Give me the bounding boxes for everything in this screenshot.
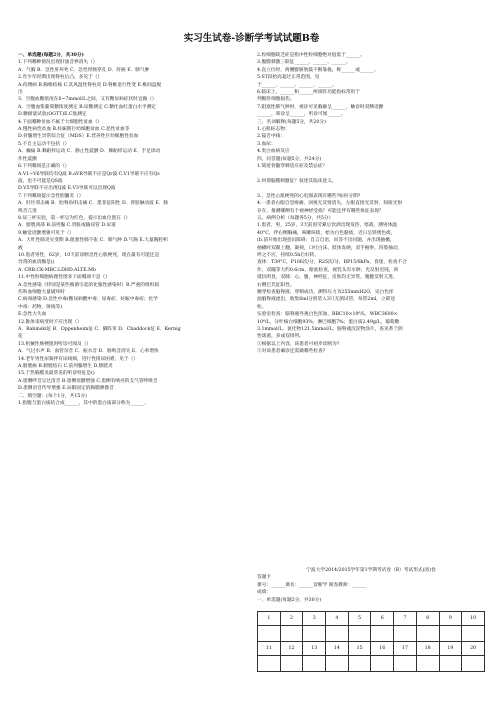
answer-sheet-section: 一、单选题(每题2分，共30分) — [257, 597, 322, 603]
text-line: 作性震颤 — [18, 156, 37, 162]
answer-input-cell[interactable] — [303, 656, 326, 672]
answer-number-cell: 12 — [280, 642, 303, 656]
text-line: 3．空腹血糖浓度在6~7mmol/L之间，又有糖尿病症状时宜做（） — [18, 97, 157, 103]
text-line: 中毒：药物、射线等) — [18, 304, 63, 310]
answer-number-cell: 14 — [326, 642, 349, 656]
text-line: 5.ST段抬高超过正常范围，见 — [257, 75, 320, 81]
text-line: 于______、______、______、______。 — [257, 82, 337, 88]
answer-number-cell: 11 — [258, 642, 281, 656]
text-line: 4.一患者右眼自觉疼痛、闭视无反射消失，左眼直接光反射、间接光射 — [257, 201, 403, 207]
text-line: 作，双瞳等大约0.6cm，眼底检查，视乳头有水肿，光反射迟钝，颈 — [257, 267, 399, 273]
text-line: 11.中性粒细胞病理性增多下面哪项不是（） — [18, 275, 110, 281]
text-line: 2.粒细胞缺乏症是指中性粒细胞绝对值低于______。 — [257, 53, 365, 58]
text-line: 8.尿三杯实验，第一杯呈为红色，提示出血位置在（） — [18, 215, 131, 221]
text-line: A．气过水声 B．血管杂音 C．振水音 D．肠鸣音消失 E．心率增快 — [18, 349, 159, 355]
text-line: D.V5导联不应出现Q波 E.V3导联可以出现Q波 — [18, 186, 116, 192]
answer-input-cell[interactable] — [258, 656, 281, 672]
text-line: 40°C，伴右侧胸痛，咳嗽咳痰，始为白色黏痰，近日呈铁锈色痰， — [257, 230, 396, 236]
text-line: 10⁶/L，分叶核白细胞93%，淋巴细胞7%；蛋白质2.49g/L，葡萄糖 — [257, 319, 400, 325]
answer-number-cell: 18 — [416, 642, 439, 656]
text-line: C.病毒感染 D.急性中毒(糖尿病酸中毒、尿毒症、妊娠中毒症；化学 — [18, 297, 158, 303]
text-line: 6.临床上，______和______两项肝功能指标常用于 — [257, 90, 360, 96]
answer-input-cell[interactable] — [439, 656, 462, 672]
answer-input-cell[interactable] — [371, 626, 394, 642]
answer-input-cell[interactable] — [394, 656, 417, 672]
answer-input-cell[interactable] — [303, 626, 326, 642]
text-line: 实验室检查：脑脊液外观白色浑浊，RBC10×10⁶/L，WBC3600× — [257, 312, 398, 318]
answer-input-cell[interactable] — [258, 626, 281, 642]
answer-sheet-score: 成绩： — [257, 590, 272, 596]
text-line: 抵抗明显，双肺：心，腹，神经征，皮肤均无异常，腹腱反射亢进， — [257, 275, 398, 281]
text-line: 伤和血细胞大量破坏时 — [18, 290, 65, 295]
answer-number-cell: 15 — [348, 642, 371, 656]
text-line: ①根据以上内容，该患者可初步诊断为? — [257, 341, 340, 347]
text-line: D.糖耐量试验(OGTT)E.C肽测定 — [18, 112, 87, 118]
answer-sheet — [257, 567, 485, 672]
text-line: A.慢性病性贫血 B.妊娠期巨幼细胞贫血 C.恶性贫血等 — [18, 127, 130, 133]
answer-input-cell[interactable] — [462, 626, 485, 642]
answer-number-row — [258, 642, 485, 656]
text-line: 14.老年男性尿频伴有尿线细，进行性排尿困难，见于（） — [18, 356, 138, 362]
left-column — [18, 52, 241, 408]
text-line: D.骨髓增生异常综合征（MDS）E.营养性巨幼细胞性贫血 — [18, 134, 139, 140]
section-heading: 一、单选题(每题2分，共30分) — [18, 53, 84, 58]
answer-input-cell[interactable] — [280, 626, 303, 642]
text-line: 4.下面哪种贫血不属于大细胞性贫血（） — [18, 119, 103, 125]
text-line: 13.机械性肠梗阻时听诊可闻及（） — [18, 341, 92, 347]
answer-number-cell: 10 — [462, 612, 485, 626]
text-line: 呼之不应，持续0.5h后好转。 — [257, 252, 320, 258]
answer-number-row — [258, 612, 485, 626]
answer-number-cell: 6 — [371, 612, 394, 626]
text-line: 6.下列哪项是正确的（） — [18, 164, 70, 170]
text-line: 判断肝细胞损伤。 — [257, 97, 295, 103]
text-line: A.患侧呼音呈过清音 B.患侧语颤增强 C.患侧有响亮的支气管呼吸音 — [18, 378, 158, 384]
text-line: 液 — [18, 245, 23, 251]
text-line — [257, 185, 485, 192]
text-line: 1.心肌标志物： — [257, 127, 290, 133]
text-line: 12.锥体束病变时不应出现（） — [18, 319, 82, 325]
text-line: (b.前开始出现意识障碍；自言自语，问答不出问题，并出现抽搐， — [257, 238, 395, 244]
text-line: D.患侧语音传导增强 E.局限固定的胸膜摩擦音 — [18, 386, 114, 392]
text-line: A. CRB.CK-MBC.LDHD.ALTE.Mb — [18, 267, 96, 273]
answer-input-cell[interactable] — [326, 626, 349, 642]
text-line: 右侧巴氏征阳性。 — [257, 282, 295, 288]
text-line: 3.、急性心肌梗死的心电图表现有哪些?如何分期? — [257, 193, 361, 199]
answer-input-cell[interactable] — [416, 656, 439, 672]
text-line: 1.下列哪种情况出现肝浊音界消失（） — [18, 60, 98, 66]
text-line: A.膀胱癌 B.膀胱结石 C.前列腺增生 D.膀胱炎 — [18, 364, 113, 370]
text-line: A．肝区叩击痛 B．肋脊角叩击痛 C．墨菲征阳性 D．肾脏触动波 E．肠 — [18, 201, 169, 207]
answer-input-cell[interactable] — [371, 656, 394, 672]
answer-input-cell[interactable] — [348, 656, 371, 672]
answer-number-cell: 19 — [439, 642, 462, 656]
answer-number-cell: 13 — [303, 642, 326, 656]
right-column — [257, 52, 485, 356]
answer-number-cell: 1 — [258, 612, 281, 626]
text-line: 抽搐时双眼上翻，凝视，口吐白沫，肢体发硬，双手握拳，四肢抽动， — [257, 245, 403, 251]
text-line: 性球菌，多成双排列。 — [257, 334, 304, 340]
text-line: 出 — [18, 90, 23, 96]
answer-number-cell: 16 — [371, 642, 394, 656]
text-line: 浊脑脊液流出，收集6ml分别装入3只无菌试管，每管2ml，立即送 — [257, 297, 396, 303]
text-line: 2.何谓脑膜刺激征？叙述其临床意义。 — [257, 178, 337, 184]
answer-blank-row — [258, 626, 485, 642]
answer-input-cell[interactable] — [462, 656, 485, 672]
text-line: 波，也不可能是QS波 — [18, 178, 63, 184]
text-line — [257, 171, 485, 178]
answer-input-cell[interactable] — [416, 626, 439, 642]
text-line: 二、填空题：(每个1分，共15分) — [18, 393, 87, 399]
text-line: ②对该患者确诊还需做哪些检查? — [257, 349, 326, 355]
answer-number-cell: 20 — [462, 642, 485, 656]
text-line: A．癫痫 B.舞蹈样运动 C．静止性震颤 D．舞蹈样运动 E．手足徐动 — [18, 149, 161, 155]
text-line: A．空腹血浆葡萄糖浓度测定 B.尿糖测定 C.糖化血红蛋白水平测定 — [18, 104, 157, 110]
text-line: ______，叩诊呈______，听诊可闻______。 — [257, 112, 347, 118]
text-line: 检。 — [257, 304, 267, 310]
text-line: 3.腹膜刺激三联征______、______、______。 — [257, 60, 351, 66]
text-line: 1.指腹与蛋白质结合成______，其中的蛋白质部分称为______， — [18, 401, 150, 407]
text-line: 7.下列哪项提示急性胆囊炎（） — [18, 193, 84, 199]
text-line: A.急性感染（特别是某些细菌引起的化脓性感染时）B.严重的组织损 — [18, 282, 160, 288]
answer-sheet-header: 宁波大学2014/2015学年第1学期考试卷（B）考试形式(闭)卷 — [306, 568, 436, 573]
text-line: 1.患者，男，25岁，3天前因劳累后饮酒出现发热，寒战，测男体温 — [257, 223, 397, 229]
page-title: 实习生试卷-诊断学考试试题B卷 — [183, 33, 320, 44]
text-line: 查体：T39°C，P106次/分，R25次/分，BP15/8kPa，昏迷，检查不合 — [257, 260, 407, 266]
text-line: 15.于热胸膜炎最常见的听诊特征是() — [18, 371, 95, 377]
answer-number-cell: 7 — [394, 612, 417, 626]
answer-number-cell: 5 — [348, 612, 371, 626]
text-line: A．Babinski征 B．Oppenheim征 C．脚阵挛 D．Chaddock征 E．Kernig — [18, 327, 181, 333]
text-line: 7.阻塞性肺气肿时，视诊可见胸廓呈______，触诊时双侧语颤 — [257, 104, 384, 110]
text-line: 2.镜舌中线： — [257, 134, 285, 140]
text-line: 异常的血清酶是() — [18, 260, 55, 266]
answer-blank-row — [258, 656, 485, 672]
text-line: 2.肯少年时期出现脊柱后凸，多见于（） — [18, 75, 103, 81]
text-line: 5.不自主运动不包括（） — [18, 141, 70, 147]
text-line: 腰穿检查脑脊液，穿刺成功，测得压力为255mmH2O，见白色浑 — [257, 289, 394, 295]
answer-input-cell[interactable] — [326, 656, 349, 672]
text-line: 4.类白血病反应 — [257, 149, 290, 155]
text-line: A.佝偻病 B.胸椎结核 C.其风湿性脊柱炎 D.脊椎退行性变 E.椎间盘脱 — [18, 82, 162, 88]
text-line: 征 — [18, 334, 23, 340]
text-line: 三、名词解释(每题5分，共20分) — [257, 119, 326, 125]
text-line: 3.1mmol/L，氯化物121.5mmol/L；脑脊液沉淀物涂片，查见革兰阴 — [257, 327, 403, 332]
text-line: 9.触觉语颤增强可见于（） — [18, 230, 75, 236]
text-line: A.V1~V6导联均有Q波 B.aVR导联不应是Qr波 C.V1导联不应有Qs — [18, 171, 160, 177]
answer-number-cell: 4 — [326, 612, 349, 626]
answer-number-cell: 17 — [394, 642, 417, 656]
answer-number-cell: 8 — [416, 612, 439, 626]
text-line: 4.直立位时，两腰膨脐肋鼓不断靠拢，称______或______。 — [257, 67, 379, 73]
answer-number-cell: 2 — [280, 612, 303, 626]
text-line: A．膀胱颈部 B.前列腺 C.肾脏或输尿管 D.尿道 — [18, 223, 116, 229]
answer-number-cell: 9 — [439, 612, 462, 626]
answer-input-cell[interactable] — [280, 656, 303, 672]
text-line: 鸣音亢进 — [18, 208, 37, 214]
answer-number-cell: 3 — [303, 612, 326, 626]
text-line: 3.血尿： — [257, 141, 276, 147]
text-line: 四、问答题(每题5分，共24分) — [257, 156, 322, 162]
text-line: 存在，推测哪侧有个视神经受损？可能还伴有哪些体征表现？ — [257, 208, 384, 214]
answer-grid — [257, 611, 485, 672]
text-line: 10.患者男性，62岁，10天前诊断急性心肌梗死，现在最有可能还是 — [18, 252, 160, 258]
text-line: A．大叶性肺炎实变期 B.阻塞性肺不张 C．肺气肿 D.气胸 E.大量胸腔积 — [18, 238, 168, 244]
text-line: 五、病例分析（每题各5分，共5分） — [257, 215, 334, 221]
answer-sheet-fields: 课号：______课名：______诊断学 阅卷教师：______ — [257, 582, 367, 588]
answer-input-cell[interactable] — [394, 626, 417, 642]
text-line: E.急性大失血 — [18, 312, 47, 318]
text-line: A．气胸 B．急性肝坏死 C．急性胃肠穿孔 D．肝癌 E．肺气肿 — [18, 67, 150, 73]
answer-input-cell[interactable] — [348, 626, 371, 642]
answer-input-cell[interactable] — [439, 626, 462, 642]
answer-sheet-label: 答题卡 — [257, 575, 272, 581]
text-line: 1.简述骨髓穿刺适应症及禁忌症？ — [257, 164, 328, 170]
